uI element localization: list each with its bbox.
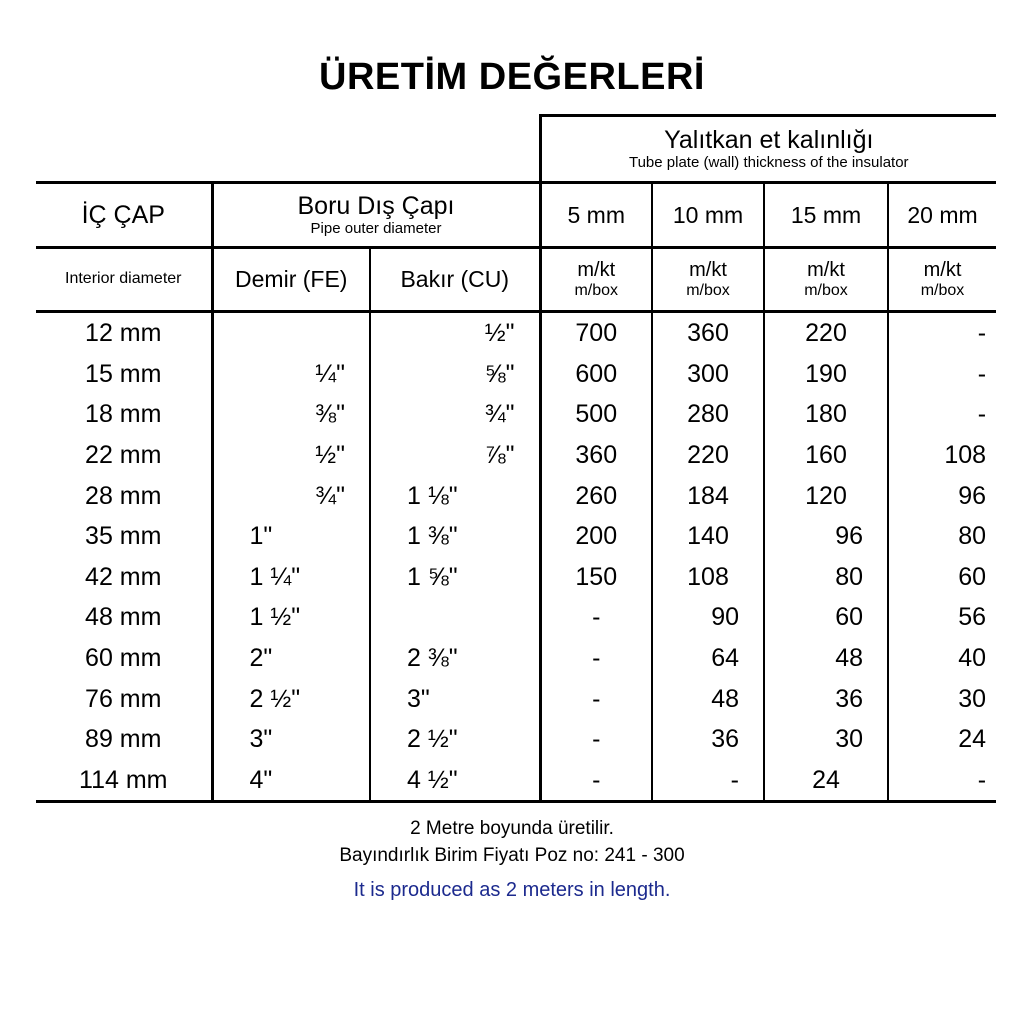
insulator-thickness-header: [540, 116, 996, 183]
copper-cell: ¾": [484, 400, 515, 429]
copper-cell: 2 ⅜": [407, 643, 458, 672]
table-row: [36, 475, 996, 516]
value-15mm-cell: 180: [764, 394, 888, 435]
value-20mm-cell: 108: [944, 440, 987, 469]
interior-diameter-cell: 60 mm: [85, 643, 162, 672]
interior-diameter-header: Interior diameter: [36, 248, 212, 312]
value-15mm-cell: 80: [764, 557, 888, 598]
footer-production-note: 2 Metre boyunda üretilir.: [410, 818, 614, 839]
value-15mm-cell: 36: [764, 678, 888, 719]
value-15mm-cell: 24: [764, 760, 888, 802]
value-5mm-cell: -: [540, 597, 652, 638]
value-20mm-cell: 30: [958, 684, 987, 713]
iron-cell: 2 ½": [212, 678, 370, 719]
value-20mm-cell: 96: [958, 481, 987, 510]
unit-10mm: [652, 248, 764, 312]
iron-cell: 1": [212, 516, 370, 557]
value-15mm-cell: 120: [764, 475, 888, 516]
iron-cell: ½": [212, 435, 370, 476]
value-10mm-cell: 48: [652, 678, 764, 719]
unit-20mm: [888, 248, 996, 312]
iron-cell: 3": [212, 719, 370, 760]
interior-diameter-cell: 89 mm: [85, 725, 162, 754]
iron-cell: ¼": [212, 354, 370, 395]
value-15mm-cell: 60: [764, 597, 888, 638]
interior-diameter-cell: 12 mm: [85, 319, 162, 348]
copper-cell: [370, 597, 540, 638]
value-5mm-cell: 260: [540, 475, 652, 516]
interior-diameter-cell: 22 mm: [85, 440, 162, 469]
iron-header: Demir (FE): [212, 248, 370, 312]
outer-diameter-header: [212, 183, 540, 248]
unit-main: m/kt: [577, 258, 616, 281]
copper-cell: ½": [484, 319, 515, 348]
value-10mm-cell: 36: [652, 719, 764, 760]
table-row: [36, 557, 996, 598]
value-5mm-cell: -: [540, 638, 652, 679]
copper-cell: 1 ⅛": [407, 481, 458, 510]
copper-cell: ⅞": [484, 440, 515, 469]
interior-diameter-cell: 28 mm: [85, 481, 162, 510]
page-title: ÜRETİM DEĞERLERİ: [319, 56, 705, 98]
value-5mm-cell: -: [540, 719, 652, 760]
copper-header: Bakır (CU): [370, 248, 540, 312]
unit-main: m/kt: [689, 258, 727, 281]
value-10mm-cell: -: [652, 760, 764, 802]
value-15mm-cell: 190: [764, 354, 888, 395]
value-15mm-cell: 48: [764, 638, 888, 679]
value-20mm-cell: 60: [958, 562, 987, 591]
value-10mm-cell: 90: [652, 597, 764, 638]
value-20mm-cell: -: [977, 359, 987, 388]
table-row: [36, 394, 996, 435]
interior-diameter-cell: 48 mm: [85, 603, 162, 632]
table-row: [36, 719, 996, 760]
value-10mm-cell: 108: [652, 557, 764, 598]
value-20mm-cell: -: [888, 760, 996, 802]
copper-cell: 3": [407, 684, 430, 713]
value-15mm-cell: 160: [764, 435, 888, 476]
value-5mm-cell: -: [540, 760, 652, 802]
table-row: [36, 354, 996, 395]
thickness-5mm: 5 mm: [540, 183, 652, 248]
value-10mm-cell: 280: [652, 394, 764, 435]
insulator-thickness-subtitle: Tube plate (wall) thickness of the insulator: [628, 154, 909, 172]
outer-diameter-title: Boru Dış Çapı: [297, 192, 455, 220]
value-5mm-cell: 700: [540, 312, 652, 354]
unit-sub: m/box: [804, 281, 848, 299]
iron-cell: ⅜": [212, 394, 370, 435]
value-5mm-cell: 600: [540, 354, 652, 395]
unit-sub: m/box: [920, 281, 965, 299]
unit-5mm: [540, 248, 652, 312]
outer-diameter-subtitle: Pipe outer diameter: [310, 220, 442, 238]
value-5mm-cell: -: [540, 678, 652, 719]
value-20mm-cell: 24: [958, 725, 987, 754]
value-20mm-cell: 56: [958, 603, 987, 632]
value-15mm-cell: 96: [764, 516, 888, 557]
value-10mm-cell: 64: [652, 638, 764, 679]
table-row: [36, 638, 996, 679]
unit-15mm: [764, 248, 888, 312]
unit-sub: m/box: [574, 281, 619, 299]
value-10mm-cell: 140: [652, 516, 764, 557]
interior-diameter-cell: 114 mm: [36, 760, 212, 802]
iron-cell: 2": [212, 638, 370, 679]
footer-english-note: It is produced as 2 meters in length.: [353, 879, 671, 901]
table-row: [36, 312, 996, 354]
value-5mm-cell: 360: [540, 435, 652, 476]
unit-main: m/kt: [807, 258, 845, 281]
value-15mm-cell: 220: [764, 312, 888, 354]
copper-cell: 1 ⅝": [407, 562, 458, 591]
value-20mm-cell: -: [977, 319, 987, 348]
value-20mm-cell: 40: [958, 643, 987, 672]
copper-cell: 2 ½": [407, 725, 458, 754]
footer-unit-price-note: Bayındırlık Birim Fiyatı Poz no: 241 - 300: [339, 845, 685, 866]
table-row: [36, 760, 996, 802]
value-15mm-cell: 30: [764, 719, 888, 760]
production-values-table: [36, 114, 996, 803]
iron-cell: 4": [212, 760, 370, 802]
copper-cell: ⅝": [484, 359, 515, 388]
insulator-thickness-title: Yalıtkan et kalınlığı: [664, 126, 874, 154]
unit-sub: m/box: [686, 281, 730, 299]
table-row: [36, 678, 996, 719]
iron-cell: [212, 312, 370, 354]
interior-diameter-cell: 15 mm: [85, 359, 162, 388]
iron-cell: 1 ¼": [212, 557, 370, 598]
interior-diameter-cell: 76 mm: [85, 684, 162, 713]
table-row: [36, 435, 996, 476]
inner-diameter-label: İÇ ÇAP: [81, 200, 165, 229]
iron-cell: ¾": [212, 475, 370, 516]
value-5mm-cell: 500: [540, 394, 652, 435]
value-10mm-cell: 360: [652, 312, 764, 354]
value-10mm-cell: 220: [652, 435, 764, 476]
inner-diameter-header: [36, 183, 212, 248]
interior-diameter-cell: 18 mm: [85, 400, 162, 429]
value-5mm-cell: 150: [540, 557, 652, 598]
copper-cell: 1 ⅜": [407, 522, 458, 551]
value-5mm-cell: 200: [540, 516, 652, 557]
iron-cell: 1 ½": [212, 597, 370, 638]
thickness-20mm: 20 mm: [888, 183, 996, 248]
value-20mm-cell: 80: [958, 522, 987, 551]
copper-cell: 4 ½": [370, 760, 540, 802]
interior-diameter-cell: 35 mm: [85, 522, 162, 551]
thickness-15mm: 15 mm: [764, 183, 888, 248]
thickness-10mm: 10 mm: [652, 183, 764, 248]
interior-diameter-cell: 42 mm: [85, 562, 162, 591]
unit-main: m/kt: [923, 258, 962, 281]
table-row: [36, 516, 996, 557]
value-20mm-cell: -: [977, 400, 987, 429]
table-row: [36, 597, 996, 638]
value-10mm-cell: 184: [652, 475, 764, 516]
value-10mm-cell: 300: [652, 354, 764, 395]
